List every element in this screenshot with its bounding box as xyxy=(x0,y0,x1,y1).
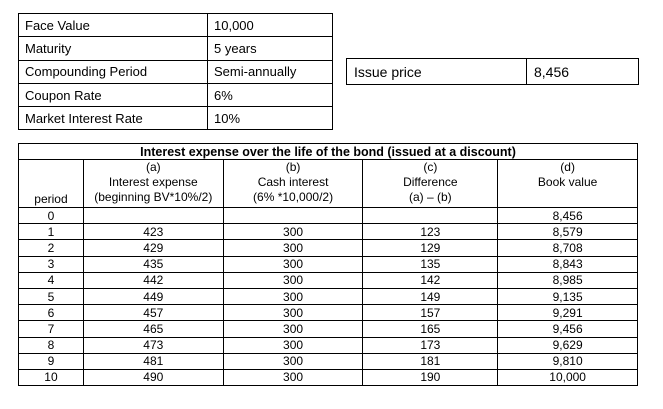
header-period: period xyxy=(19,160,84,208)
term-row-compounding-period xyxy=(19,60,333,83)
book-value-cell: 8,456 xyxy=(498,208,638,224)
period-cell: 3 xyxy=(19,256,84,272)
cash-interest-cell: 300 xyxy=(223,224,363,240)
cash-interest-cell: 300 xyxy=(223,288,363,304)
term-value: 10% xyxy=(208,107,333,130)
difference-cell: 135 xyxy=(363,256,498,272)
interest-expense-cell: 435 xyxy=(83,256,223,272)
difference-cell: 190 xyxy=(363,369,498,385)
bond-terms-table xyxy=(18,13,333,130)
cash-interest-cell xyxy=(223,208,363,224)
table-row xyxy=(19,321,638,337)
term-value: 6% xyxy=(208,83,333,106)
schedule-body xyxy=(19,208,638,386)
cash-interest-cell: 300 xyxy=(223,321,363,337)
book-value-cell: 8,985 xyxy=(498,272,638,288)
table-row xyxy=(19,353,638,369)
period-cell: 0 xyxy=(19,208,84,224)
term-row-maturity xyxy=(19,37,333,60)
header-cash-interest xyxy=(223,160,363,208)
term-value: 5 years xyxy=(208,37,333,60)
interest-expense-cell: 442 xyxy=(83,272,223,288)
term-row-face-value xyxy=(19,14,333,37)
table-row xyxy=(19,224,638,240)
period-cell: 7 xyxy=(19,321,84,337)
difference-cell: 129 xyxy=(363,240,498,256)
header-line: (a) – (b) xyxy=(409,190,452,204)
table-row xyxy=(19,369,638,385)
period-cell: 4 xyxy=(19,272,84,288)
issue-price-value: 8,456 xyxy=(527,59,639,85)
difference-cell: 157 xyxy=(363,305,498,321)
difference-cell xyxy=(363,208,498,224)
book-value-cell: 9,456 xyxy=(498,321,638,337)
table-row xyxy=(19,256,638,272)
term-row-market-interest-rate xyxy=(19,107,333,130)
header-line: (beginning BV*10%/2) xyxy=(94,190,213,204)
cash-interest-cell: 300 xyxy=(223,240,363,256)
header-line: Cash interest xyxy=(257,175,329,189)
period-cell: 8 xyxy=(19,337,84,353)
period-cell: 5 xyxy=(19,288,84,304)
header-line: (6% *10,000/2) xyxy=(253,190,334,204)
book-value-cell: 8,708 xyxy=(498,240,638,256)
header-book-value xyxy=(498,160,638,208)
interest-expense-cell: 423 xyxy=(83,224,223,240)
cash-interest-cell: 300 xyxy=(223,369,363,385)
header-line: (d) xyxy=(560,160,575,174)
table-row xyxy=(19,337,638,353)
header-line: Book value xyxy=(537,175,598,189)
schedule-header-row xyxy=(19,160,638,208)
schedule-title: Interest expense over the life of the bond (issued at a discount) xyxy=(19,144,638,160)
difference-cell: 173 xyxy=(363,337,498,353)
interest-expense-cell xyxy=(83,208,223,224)
book-value-cell: 9,629 xyxy=(498,337,638,353)
term-value: 10,000 xyxy=(208,14,333,37)
table-row xyxy=(19,208,638,224)
period-cell: 9 xyxy=(19,353,84,369)
interest-expense-cell: 465 xyxy=(83,321,223,337)
period-cell: 10 xyxy=(19,369,84,385)
difference-cell: 165 xyxy=(363,321,498,337)
book-value-cell: 9,135 xyxy=(498,288,638,304)
table-row xyxy=(19,305,638,321)
interest-expense-cell: 449 xyxy=(83,288,223,304)
period-cell: 1 xyxy=(19,224,84,240)
book-value-cell: 10,000 xyxy=(498,369,638,385)
issue-price-table xyxy=(346,58,639,85)
book-value-cell: 8,579 xyxy=(498,224,638,240)
header-line: Interest expense xyxy=(108,175,198,189)
table-row xyxy=(19,288,638,304)
header-difference xyxy=(363,160,498,208)
difference-cell: 123 xyxy=(363,224,498,240)
interest-expense-cell: 429 xyxy=(83,240,223,256)
book-value-cell: 9,291 xyxy=(498,305,638,321)
header-interest-expense xyxy=(83,160,223,208)
term-label: Market Interest Rate xyxy=(19,107,208,130)
period-cell: 6 xyxy=(19,305,84,321)
difference-cell: 181 xyxy=(363,353,498,369)
header-line: (b) xyxy=(285,160,301,174)
difference-cell: 142 xyxy=(363,272,498,288)
cash-interest-cell: 300 xyxy=(223,337,363,353)
header-line: Difference xyxy=(403,175,458,189)
cash-interest-cell: 300 xyxy=(223,353,363,369)
table-row xyxy=(19,272,638,288)
term-label: Face Value xyxy=(19,14,208,37)
term-label: Coupon Rate xyxy=(19,83,208,106)
period-cell: 2 xyxy=(19,240,84,256)
term-label: Maturity xyxy=(19,37,208,60)
header-line: (c) xyxy=(423,160,438,174)
table-row xyxy=(19,240,638,256)
term-row-coupon-rate xyxy=(19,83,333,106)
interest-expense-cell: 490 xyxy=(83,369,223,385)
term-value: Semi-annually xyxy=(208,60,333,83)
amortization-schedule-table xyxy=(18,143,638,386)
book-value-cell: 8,843 xyxy=(498,256,638,272)
term-label: Compounding Period xyxy=(19,60,208,83)
interest-expense-cell: 481 xyxy=(83,353,223,369)
interest-expense-cell: 457 xyxy=(83,305,223,321)
cash-interest-cell: 300 xyxy=(223,305,363,321)
issue-price-row xyxy=(347,59,639,85)
issue-price-label: Issue price xyxy=(347,59,527,85)
cash-interest-cell: 300 xyxy=(223,272,363,288)
header-line: (a) xyxy=(145,160,161,174)
cash-interest-cell: 300 xyxy=(223,256,363,272)
difference-cell: 149 xyxy=(363,288,498,304)
interest-expense-cell: 473 xyxy=(83,337,223,353)
book-value-cell: 9,810 xyxy=(498,353,638,369)
